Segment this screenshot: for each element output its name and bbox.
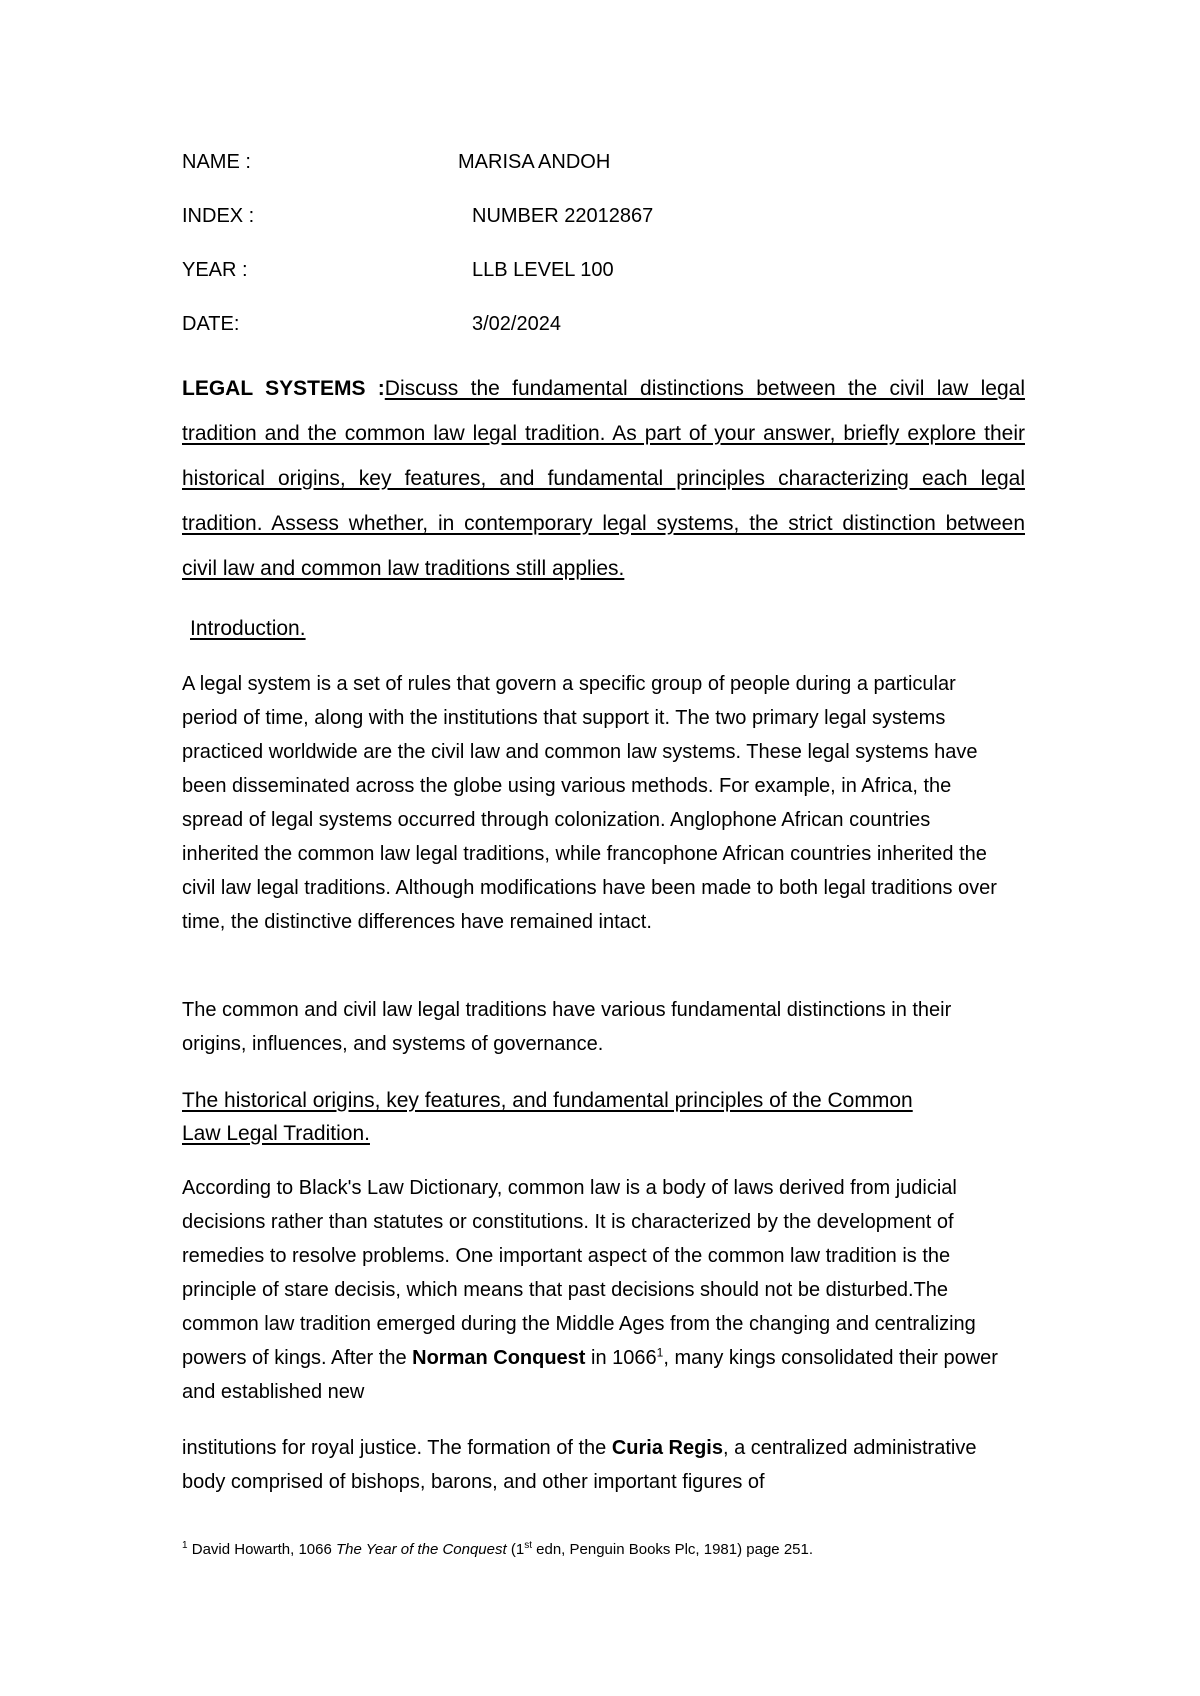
footnote-1 <box>182 1540 813 1560</box>
common-law-paragraph-1 <box>182 1171 1012 1409</box>
footnote-title: The Year of the Conquest <box>335 1541 507 1558</box>
year-label: YEAR : <box>182 259 248 281</box>
introduction-paragraph-2: The common and civil law legal traditions have various fundamental distinctions in their origins, influences, and systems of governance. <box>182 999 952 1055</box>
introduction-heading: Introduction. <box>190 617 306 640</box>
norman-conquest-term: Norman Conquest <box>412 1347 586 1369</box>
name-value: MARISA ANDOH <box>458 151 611 173</box>
introduction-paragraph-1: A legal system is a set of rules that govern a specific group of people during a particular period of time, along with the institutions that support it. The two primary legal systems practiced worldwide are the civil law and common law systems. These legal systems have been disseminated across the globe using various methods. For example, in Africa, the spread of legal systems occurred through colonization. Anglophone African countries inherited the common law legal traditions, while francophone African countries inherited the civil law legal traditions. Although modifications have been made to both legal traditions over time, the distinctive differences have remained intact. <box>182 673 997 933</box>
footnote-mark: 1 <box>182 1540 188 1551</box>
common-law-heading-line-2: Law Legal Tradition. <box>182 1122 370 1145</box>
common-law-p1-text-1: According to Black's Law Dictionary, common law is a body of laws derived from judicial decisions rather than statutes or constitutions. It is characterized by the development of remedies to resolve problems. One important aspect of the common law tradition is the principle of stare decisis, which means that past decisions should not be disturbed.The common law tradition emerged during the Middle Ages from the changing and centralizing powers of kings. After the <box>182 1177 976 1369</box>
common-law-paragraph-2 <box>182 1431 1012 1499</box>
name-label: NAME : <box>182 151 251 173</box>
footnote-edition-sup: st <box>524 1540 532 1551</box>
index-value: NUMBER 22012867 <box>472 205 654 227</box>
date-value: 3/02/2024 <box>472 313 561 335</box>
footnote-author: David Howarth, 1066 <box>191 1541 332 1558</box>
common-law-heading <box>182 1084 913 1150</box>
task-question <box>182 366 1025 591</box>
common-law-p1-text-2: in 1066 <box>591 1347 657 1369</box>
date-label: DATE: <box>182 313 240 335</box>
footnote-pub-open: (1 <box>510 1541 525 1558</box>
year-value: LLB LEVEL 100 <box>472 259 614 281</box>
footnote-reference-1[interactable]: 1 <box>656 1345 664 1360</box>
task-question-text: Discuss the fundamental distinctions between the civil law legal tradition and the common law legal tradition. As part of your answer, briefly explore their historical origins, key features, and fundamental principles characterizing each legal tradition. Assess whether, in contemporary legal systems, the strict distinction between civil law and common law traditions still applies. <box>182 377 1025 580</box>
common-law-p2-text-2: , a centralized administrative body comprised of bishops, barons, and other important figures of <box>182 1437 977 1493</box>
common-law-p2-text-1: institutions for royal justice. The formation of the <box>182 1437 607 1459</box>
index-label: INDEX : <box>182 205 255 227</box>
curia-regis-term: Curia Regis <box>611 1437 723 1459</box>
common-law-p1-text-3: , many kings consolidated their power and established new <box>182 1347 998 1403</box>
footnote-publication: edn, Penguin Books Plc, 1981) page 251. <box>536 1541 814 1558</box>
common-law-heading-line-1: The historical origins, key features, and fundamental principles of the Common <box>182 1089 913 1112</box>
task-heading: LEGAL SYSTEMS : <box>182 377 385 400</box>
